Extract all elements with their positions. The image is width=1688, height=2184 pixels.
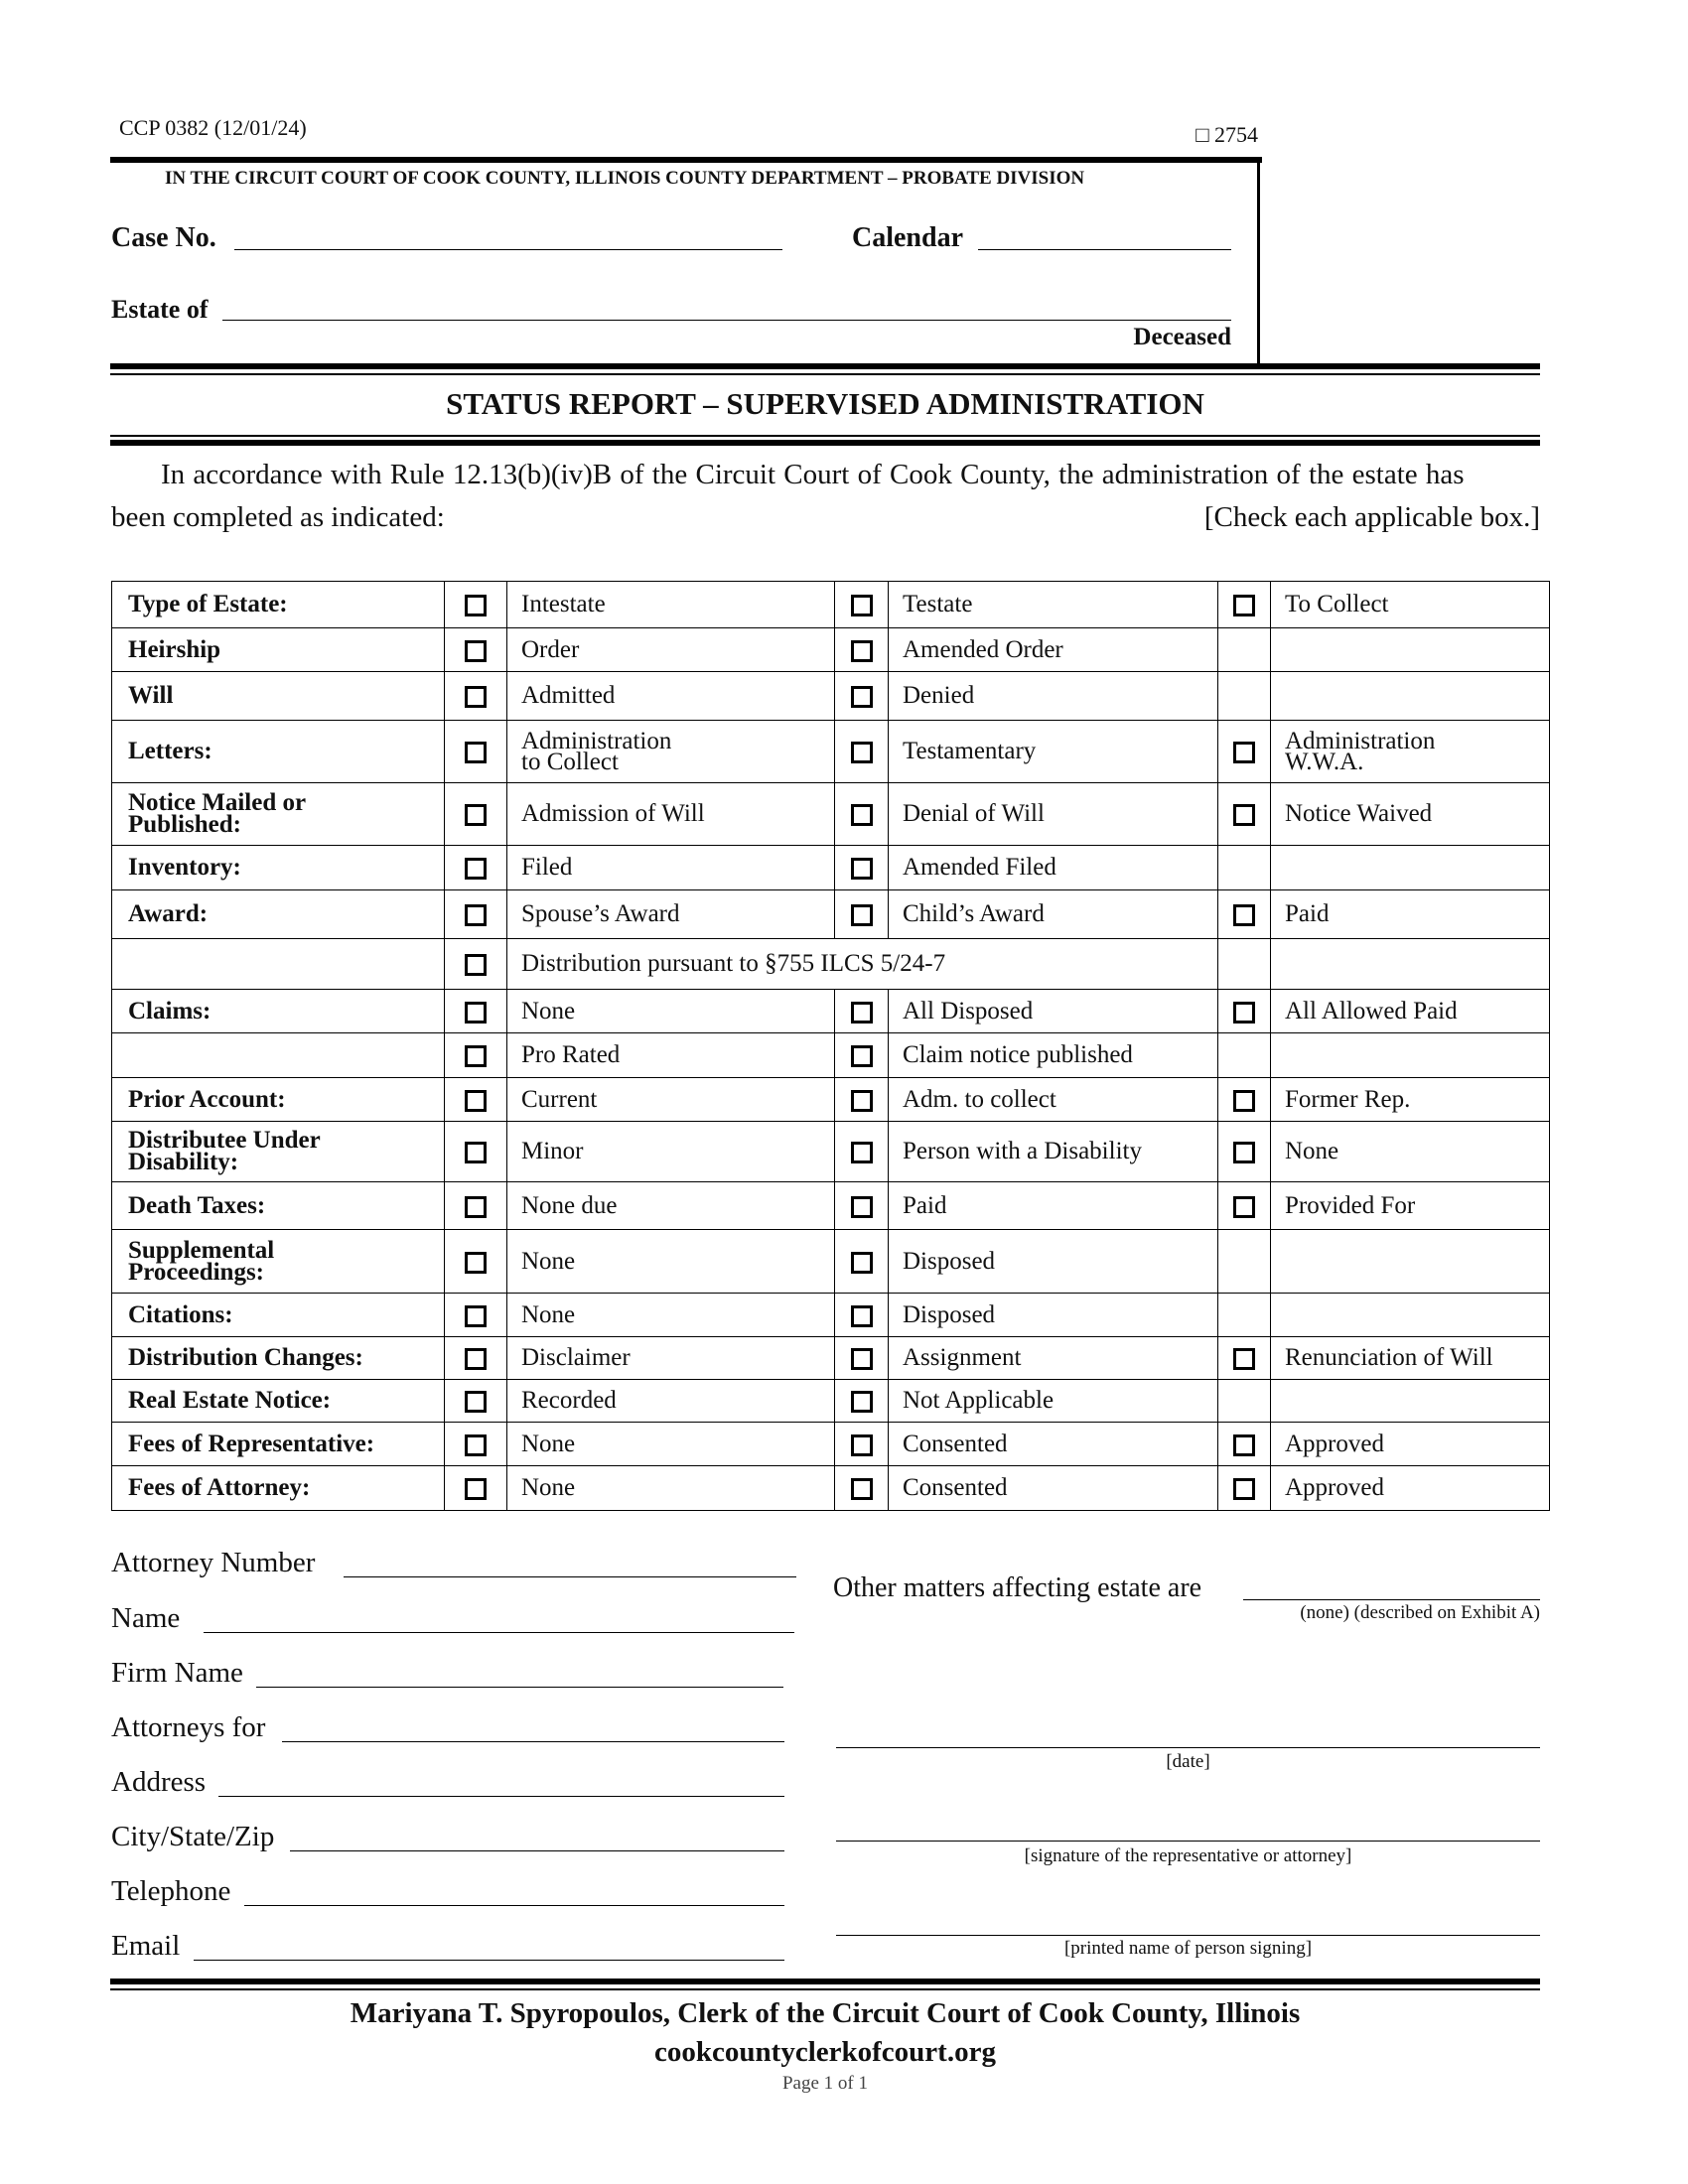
footer-website[interactable]: cookcountyclerkofcourt.org: [654, 2036, 996, 2068]
checkbox-cell: [1218, 628, 1271, 672]
checkbox-cell: [835, 1337, 889, 1380]
attorney-field-label: Attorneys for: [111, 1711, 266, 1743]
header-box-border: [1257, 159, 1260, 365]
checkbox-cell: [445, 846, 507, 890]
checkbox[interactable]: [465, 1305, 487, 1327]
form-id: CCP 0382 (12/01/24): [119, 115, 307, 140]
empty-cell: [1271, 1380, 1550, 1423]
checkbox-cell: [1218, 1182, 1271, 1230]
option-label: Consented: [889, 1466, 1218, 1511]
checklist-row: [112, 1033, 1550, 1078]
checkbox-cell: [1218, 1380, 1271, 1423]
row-label: Death Taxes:: [112, 1182, 445, 1230]
checkbox[interactable]: [465, 1434, 487, 1456]
checkbox[interactable]: [1233, 804, 1255, 826]
option-label: Assignment: [889, 1337, 1218, 1380]
footer-clerk: Mariyana T. Spyropoulos, Clerk of the Circuit Court of Cook County, Illinois: [350, 1997, 1301, 2029]
checkbox-cell: [835, 783, 889, 846]
row-label: Fees of Representative:: [112, 1423, 445, 1466]
checkbox[interactable]: [851, 595, 873, 616]
checkbox-cell: [445, 939, 507, 990]
option-label: Disposed: [889, 1230, 1218, 1294]
empty-cell: [1271, 628, 1550, 672]
check-instruction: [Check each applicable box.]: [1203, 501, 1540, 533]
checkbox[interactable]: [851, 686, 873, 708]
option-label: Claim notice published: [889, 1033, 1218, 1078]
checkbox[interactable]: [1233, 1478, 1255, 1500]
checkbox-cell: [1218, 582, 1271, 628]
checkbox-cell: [1218, 939, 1271, 990]
checklist-row: [112, 939, 1550, 990]
checkbox[interactable]: [851, 904, 873, 926]
checkbox[interactable]: [465, 640, 487, 662]
option-label: Admission of Will: [507, 783, 835, 846]
checkbox-cell: [1218, 1294, 1271, 1337]
attorney-field-input[interactable]: [194, 1960, 784, 1961]
attorney-field-input[interactable]: [290, 1850, 784, 1851]
option-label: Approved: [1271, 1423, 1550, 1466]
attorney-field-label: Firm Name: [111, 1657, 243, 1689]
checkbox-cell: [445, 783, 507, 846]
row-label: Claims:: [112, 990, 445, 1033]
option-label: Child’s Award: [889, 890, 1218, 939]
checkbox-cell: [445, 721, 507, 783]
row-label: Heirship: [112, 628, 445, 672]
printed-name-caption: [printed name of person signing]: [1063, 1938, 1313, 1959]
date-caption: [date]: [1166, 1751, 1210, 1772]
calendar-field[interactable]: [978, 249, 1231, 250]
checkbox[interactable]: [1233, 1348, 1255, 1370]
checkbox[interactable]: [1233, 904, 1255, 926]
signature-field[interactable]: [836, 1841, 1540, 1842]
double-rule-thick: [110, 363, 1540, 369]
checkbox-cell: [835, 890, 889, 939]
option-label: Adm. to collect: [889, 1078, 1218, 1122]
checkbox[interactable]: [465, 904, 487, 926]
option-label: All Disposed: [889, 990, 1218, 1033]
printed-name-field[interactable]: [836, 1935, 1540, 1936]
empty-cell: [1271, 1230, 1550, 1294]
option-label: Notice Waived: [1271, 783, 1550, 846]
checkbox[interactable]: [851, 1434, 873, 1456]
signature-caption: [signature of the representative or attorney]: [1024, 1845, 1352, 1866]
option-label: Testamentary: [889, 721, 1218, 783]
checkbox[interactable]: [851, 640, 873, 662]
option-label: Recorded: [507, 1380, 835, 1423]
checkbox[interactable]: [851, 1142, 873, 1163]
status-checklist-table: [111, 581, 1550, 1511]
checkbox-cell: [835, 1423, 889, 1466]
checkbox[interactable]: [465, 686, 487, 708]
option-label: None: [507, 1294, 835, 1337]
checkbox-cell: [1218, 1337, 1271, 1380]
option-label: Provided For: [1271, 1182, 1550, 1230]
option-label: Former Rep.: [1271, 1078, 1550, 1122]
checkbox[interactable]: [465, 595, 487, 616]
checkbox[interactable]: [465, 954, 487, 976]
checkbox[interactable]: [465, 1002, 487, 1024]
checkbox-cell: [835, 1122, 889, 1182]
checklist-row: [112, 990, 1550, 1033]
checkbox-cell: [445, 1337, 507, 1380]
checkbox-cell: [1218, 1033, 1271, 1078]
other-matters-field[interactable]: [1243, 1599, 1540, 1600]
checkbox[interactable]: [851, 1478, 873, 1500]
checkbox-cell: [1218, 990, 1271, 1033]
attorney-field-label: Address: [111, 1766, 207, 1798]
checkbox-cell: [1218, 846, 1271, 890]
option-label: Testate: [889, 582, 1218, 628]
top-rule: [110, 157, 1262, 163]
attorney-field-input[interactable]: [244, 1905, 784, 1906]
checkbox-cell: [1218, 1230, 1271, 1294]
checkbox[interactable]: [465, 1045, 487, 1067]
option-label: Order: [507, 628, 835, 672]
option-label: Person with a Disability: [889, 1122, 1218, 1182]
checkbox-cell: [1218, 890, 1271, 939]
option-label: Denied: [889, 672, 1218, 721]
checkbox-cell: [835, 721, 889, 783]
checkbox-cell: [835, 1078, 889, 1122]
empty-cell: [1271, 846, 1550, 890]
option-label: Intestate: [507, 582, 835, 628]
empty-cell: [1271, 672, 1550, 721]
checklist-row: [112, 783, 1550, 846]
option-label: Consented: [889, 1423, 1218, 1466]
checkbox[interactable]: [465, 804, 487, 826]
checkbox[interactable]: [851, 1002, 873, 1024]
checkbox-cell: [445, 1122, 507, 1182]
checklist-row: [112, 1466, 1550, 1511]
deceased-label: Deceased: [1133, 324, 1231, 350]
row-label: Award:: [112, 890, 445, 939]
empty-cell: [1271, 939, 1550, 990]
attorney-field-label: City/State/Zip: [111, 1821, 275, 1852]
checkbox[interactable]: [1233, 1002, 1255, 1024]
checkbox-cell: [835, 1182, 889, 1230]
checklist-row: [112, 721, 1550, 783]
checkbox-cell: [1218, 721, 1271, 783]
attorney-field-input[interactable]: [218, 1796, 784, 1797]
checkbox[interactable]: [1233, 742, 1255, 763]
title-rule-thick: [110, 440, 1540, 446]
checkbox-cell: [445, 1380, 507, 1423]
row-label: [112, 939, 445, 990]
option-label: Administration W.W.A.: [1271, 721, 1550, 783]
checkbox[interactable]: [465, 1391, 487, 1413]
option-label: Minor: [507, 1122, 835, 1182]
checklist-row: [112, 1423, 1550, 1466]
row-label: Supplemental Proceedings:: [112, 1230, 445, 1294]
checkbox-cell: [445, 1230, 507, 1294]
case-no-field[interactable]: [234, 249, 782, 250]
date-field[interactable]: [836, 1747, 1540, 1748]
option-label: None: [507, 1466, 835, 1511]
checkbox[interactable]: [851, 1391, 873, 1413]
other-matters-hint: (none) (described on Exhibit A): [1300, 1602, 1540, 1623]
checkbox-cell: [835, 1466, 889, 1511]
checkbox-cell: [445, 628, 507, 672]
row-label: Type of Estate:: [112, 582, 445, 628]
checkbox[interactable]: [851, 742, 873, 763]
checkbox[interactable]: [1233, 1434, 1255, 1456]
attorney-field-label: Email: [111, 1930, 181, 1962]
checkbox-cell: [835, 1033, 889, 1078]
checkbox-cell: [445, 990, 507, 1033]
checkbox[interactable]: [465, 1090, 487, 1112]
calendar-label: Calendar: [852, 222, 963, 253]
option-label: None: [507, 1230, 835, 1294]
empty-cell: [1271, 1294, 1550, 1337]
checkbox[interactable]: [465, 858, 487, 880]
option-label: None due: [507, 1182, 835, 1230]
checkbox-cell: [445, 1033, 507, 1078]
checklist-row: [112, 1230, 1550, 1294]
checkbox[interactable]: [851, 804, 873, 826]
checkbox[interactable]: [465, 1478, 487, 1500]
checklist-row: [112, 1182, 1550, 1230]
attorney-field-label: Telephone: [111, 1875, 231, 1907]
checkbox-cell: [1218, 1122, 1271, 1182]
checkbox-cell: [1218, 1078, 1271, 1122]
checkbox-cell: [1218, 1466, 1271, 1511]
checkbox-cell: [835, 1294, 889, 1337]
checkbox[interactable]: [465, 1196, 487, 1218]
option-label: Pro Rated: [507, 1033, 835, 1078]
option-label: None: [507, 990, 835, 1033]
intro-text-line1: In accordance with Rule 12.13(b)(iv)B of the Circuit Court of Cook County, the administration of the estate has: [161, 459, 1465, 490]
row-label: Will: [112, 672, 445, 721]
checklist-row: [112, 1380, 1550, 1423]
row-label: Distributee Under Disability:: [112, 1122, 445, 1182]
option-label: Renunciation of Will: [1271, 1337, 1550, 1380]
checkbox[interactable]: [465, 1252, 487, 1274]
checkbox-cell: [445, 672, 507, 721]
option-label: Amended Filed: [889, 846, 1218, 890]
checkbox-cell: [835, 990, 889, 1033]
option-label: Not Applicable: [889, 1380, 1218, 1423]
option-label: Denial of Will: [889, 783, 1218, 846]
checklist-row: [112, 1078, 1550, 1122]
double-rule-thin: [110, 373, 1540, 375]
checkbox-cell: [445, 1182, 507, 1230]
checkbox[interactable]: [851, 1090, 873, 1112]
attorney-field-input[interactable]: [204, 1632, 794, 1633]
attorney-field-label: Name: [111, 1602, 181, 1634]
checkbox[interactable]: [851, 1348, 873, 1370]
option-label: Disclaimer: [507, 1337, 835, 1380]
option-label: None: [1271, 1122, 1550, 1182]
checklist-row: [112, 846, 1550, 890]
option-label: Spouse’s Award: [507, 890, 835, 939]
checkbox-cell: [445, 1294, 507, 1337]
checkbox-cell: [445, 1466, 507, 1511]
checklist-row: [112, 582, 1550, 628]
checkbox[interactable]: [1233, 1196, 1255, 1218]
attorney-field-input[interactable]: [344, 1576, 796, 1577]
other-matters-label: Other matters affecting estate are: [833, 1572, 1202, 1603]
row-label: Distribution Changes:: [112, 1337, 445, 1380]
intro-text-line2: been completed as indicated:: [111, 501, 445, 533]
row-label: Inventory:: [112, 846, 445, 890]
checkbox[interactable]: [1233, 1142, 1255, 1163]
attorney-field-input[interactable]: [256, 1687, 783, 1688]
checklist-row: [112, 1122, 1550, 1182]
row-label: Real Estate Notice:: [112, 1380, 445, 1423]
checkbox-cell: [835, 1380, 889, 1423]
checkbox[interactable]: [851, 1045, 873, 1067]
checkbox-cell: [1218, 783, 1271, 846]
court-header: IN THE CIRCUIT COURT OF COOK COUNTY, ILLINOIS COUNTY DEPARTMENT – PROBATE DIVISION: [165, 168, 1085, 189]
row-label: Prior Account:: [112, 1078, 445, 1122]
option-label: Distribution pursuant to §755 ILCS 5/24-7: [507, 939, 1218, 990]
attorney-field-label: Attorney Number: [111, 1547, 316, 1578]
checkbox[interactable]: [851, 1196, 873, 1218]
option-label: Approved: [1271, 1466, 1550, 1511]
row-label: Citations:: [112, 1294, 445, 1337]
checkbox[interactable]: [851, 1252, 873, 1274]
checkbox-cell: [445, 890, 507, 939]
checklist-row: [112, 628, 1550, 672]
checkbox-cell: [835, 582, 889, 628]
checklist-row: [112, 1337, 1550, 1380]
row-label: [112, 1033, 445, 1078]
checkbox-cell: [445, 1078, 507, 1122]
checkbox[interactable]: [851, 1305, 873, 1327]
estate-of-label: Estate of: [111, 295, 209, 324]
row-label: Letters:: [112, 721, 445, 783]
footer-rule-thick: [110, 1979, 1540, 1984]
checkbox[interactable]: [1233, 1090, 1255, 1112]
page-indicator: Page 1 of 1: [781, 2073, 868, 2094]
checkbox-cell: [835, 846, 889, 890]
checkbox-cell: [445, 1423, 507, 1466]
checkbox-cell: [445, 582, 507, 628]
option-label: Administration to Collect: [507, 721, 835, 783]
checkbox[interactable]: [1233, 595, 1255, 616]
option-label: Paid: [889, 1182, 1218, 1230]
row-label: Notice Mailed or Published:: [112, 783, 445, 846]
checklist-row: [112, 1294, 1550, 1337]
checkbox[interactable]: [465, 1348, 487, 1370]
empty-cell: [1271, 1033, 1550, 1078]
checkbox-cell: [835, 1230, 889, 1294]
row-label: Fees of Attorney:: [112, 1466, 445, 1511]
checkbox[interactable]: [465, 1142, 487, 1163]
option-label: Disposed: [889, 1294, 1218, 1337]
option-label: Admitted: [507, 672, 835, 721]
option-label: Amended Order: [889, 628, 1218, 672]
title-rule-thin: [110, 435, 1540, 437]
option-label: All Allowed Paid: [1271, 990, 1550, 1033]
case-no-label: Case No.: [111, 222, 216, 253]
checkbox[interactable]: [465, 742, 487, 763]
option-label: Paid: [1271, 890, 1550, 939]
option-label: To Collect: [1271, 582, 1550, 628]
checkbox-cell: [835, 628, 889, 672]
attorney-field-input[interactable]: [282, 1741, 784, 1742]
form-code: □ 2754: [1196, 122, 1258, 147]
estate-of-field[interactable]: [222, 320, 1231, 321]
option-label: Current: [507, 1078, 835, 1122]
page-title: STATUS REPORT – SUPERVISED ADMINISTRATION: [446, 386, 1204, 421]
checkbox-cell: [835, 672, 889, 721]
checkbox-cell: [1218, 672, 1271, 721]
checkbox-cell: [1218, 1423, 1271, 1466]
checklist-row: [112, 672, 1550, 721]
footer-rule-thin: [110, 1988, 1540, 1990]
checklist-row: [112, 890, 1550, 939]
option-label: Filed: [507, 846, 835, 890]
option-label: None: [507, 1423, 835, 1466]
checkbox[interactable]: [851, 858, 873, 880]
